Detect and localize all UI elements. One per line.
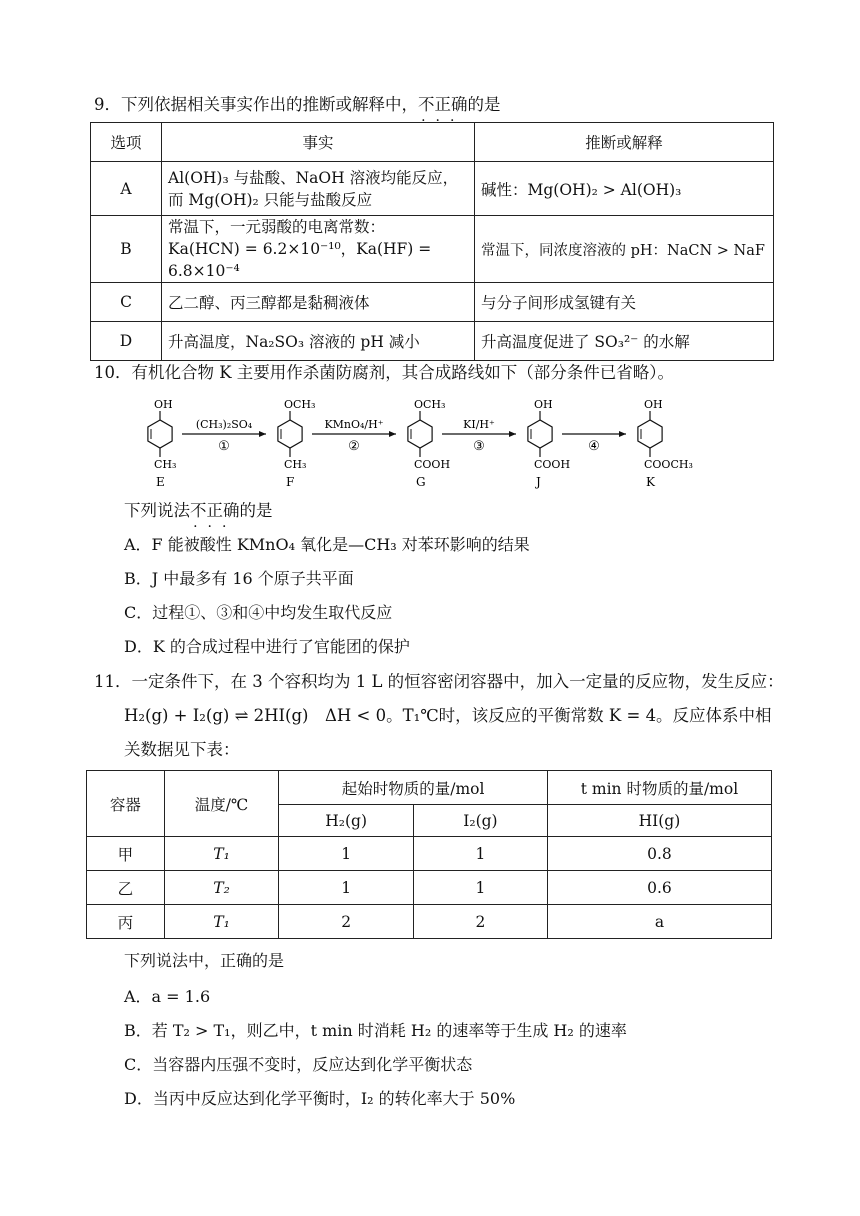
q11-header-t: t min 时物质的量/mol	[547, 771, 771, 805]
table-row: 丙 T₁ 2 2 a	[87, 905, 772, 939]
compound-label: G	[416, 475, 426, 489]
compound-g	[408, 398, 450, 489]
q11-option-c: C．当容器内压强不变时，反应达到化学平衡状态	[124, 1055, 473, 1074]
q11-header-container: 容器	[87, 771, 165, 837]
compound-label: K	[646, 475, 655, 489]
synthesis-route	[140, 386, 740, 496]
q9-header-option: 选项	[91, 123, 162, 162]
step-number: ①	[218, 439, 230, 454]
reagent: KI/H⁺	[463, 418, 495, 431]
compound-k	[638, 398, 693, 489]
q11-table: 容器 温度/℃ 起始时物质的量/mol t min 时物质的量/mol H₂(g) I₂(g) HI(g) 甲 T₁ 1 1 0.8 乙 T₂ 1 1 0.6 丙 T₁ 2 2 a	[86, 770, 772, 939]
compound-label: F	[286, 475, 295, 489]
substituent-bottom: COOH	[414, 458, 451, 471]
q10-option-b: B．J 中最多有 16 个原子共平面	[124, 569, 354, 588]
step-number: ②	[348, 439, 360, 454]
q10-option-d: D．K 的合成过程中进行了官能团的保护	[124, 637, 410, 656]
substituent-top: OCH₃	[414, 398, 446, 411]
substituent-top: OH	[154, 398, 173, 411]
table-row: 甲 T₁ 1 1 0.8	[87, 837, 772, 871]
q10-option-c: C．过程①、③和④中均发生取代反应	[124, 603, 393, 622]
step-number: ③	[473, 439, 485, 454]
table-row: C 乙二醇、丙三醇都是黏稠液体 与分子间形成氢键有关	[91, 283, 774, 322]
substituent-bottom: COOCH₃	[644, 458, 693, 471]
compound-j	[528, 398, 570, 489]
benzene-ring	[528, 420, 552, 448]
reagent: (CH₃)₂SO₄	[195, 418, 253, 431]
reaction-arrow-3	[442, 418, 516, 454]
compound-label: J	[536, 475, 541, 489]
compound-f	[278, 398, 316, 489]
reaction-arrow-4	[562, 431, 626, 454]
table-row: B 常温下，一元弱酸的电离常数： Ka(HCN) = 6.2×10⁻¹⁰，Ka(HF) = 6.8×10⁻⁴ 常温下，同浓度溶液的 pH：NaCN > NaF	[91, 216, 774, 283]
substituent-top: OH	[534, 398, 553, 411]
q10-stem: 10．有机化合物 K 主要用作杀菌防腐剂，其合成路线如下（部分条件已省略）。	[94, 363, 675, 382]
q11-header-start: 起始时物质的量/mol	[279, 771, 548, 805]
q11-header-temp: 温度/℃	[164, 771, 279, 837]
compound-label: E	[156, 475, 165, 489]
q11-option-d: D．当丙中反应达到化学平衡时，I₂ 的转化率大于 50%	[124, 1089, 516, 1108]
q9-stem: 9．下列依据相关事实作出的推断或解释中，不正确 ···的是	[94, 94, 501, 116]
q10-sub-stem: 下列说法不正确 ···的是	[124, 500, 273, 522]
benzene-ring	[148, 420, 172, 448]
q11-option-b: B．若 T₂ > T₁，则乙中，t min 时消耗 H₂ 的速率等于生成 H₂ 的速率	[124, 1021, 627, 1040]
benzene-ring	[638, 420, 662, 448]
step-number: ④	[588, 439, 600, 454]
table-row: 乙 T₂ 1 1 0.6	[87, 871, 772, 905]
q11-sub-stem: 下列说法中，正确的是	[124, 951, 285, 970]
reagent: KMnO₄/H⁺	[324, 418, 384, 431]
reaction-arrow-1	[182, 418, 266, 454]
table-row: D 升高温度，Na₂SO₃ 溶液的 pH 减小 升高温度促进了 SO₃²⁻ 的水解	[91, 322, 774, 361]
q11-stem-line3: 关数据见下表：	[124, 740, 240, 759]
substituent-top: OCH₃	[284, 398, 316, 411]
q9-header-inference: 推断或解释	[475, 123, 774, 162]
substituent-bottom: CH₃	[284, 458, 307, 471]
table-row: A Al(OH)₃ 与盐酸、NaOH 溶液均能反应， 而 Mg(OH)₂ 只能与盐酸反应 碱性：Mg(OH)₂ > Al(OH)₃	[91, 162, 774, 216]
q11-stem-line1: 11．一定条件下，在 3 个容积均为 1 L 的恒容密闭容器中，加入一定量的反应物，发生反应：	[94, 672, 784, 691]
benzene-ring	[408, 420, 432, 448]
q9-table	[90, 122, 774, 361]
q11-option-a: A．a = 1.6	[124, 987, 211, 1006]
q11-stem-line2: H₂(g) + I₂(g) ⇌ 2HI(g) ΔH < 0。T₁℃时，该反应的平衡常数 K = 4。反应体系中相	[124, 706, 772, 725]
substituent-bottom: COOH	[534, 458, 571, 471]
q9-header-fact: 事实	[162, 123, 475, 162]
compound-e	[148, 398, 177, 489]
substituent-bottom: CH₃	[154, 458, 177, 471]
reaction-arrow-2	[312, 418, 396, 454]
benzene-ring	[278, 420, 302, 448]
substituent-top: OH	[644, 398, 663, 411]
q10-option-a: A．F 能被酸性 KMnO₄ 氧化是—CH₃ 对苯环影响的结果	[124, 535, 530, 554]
